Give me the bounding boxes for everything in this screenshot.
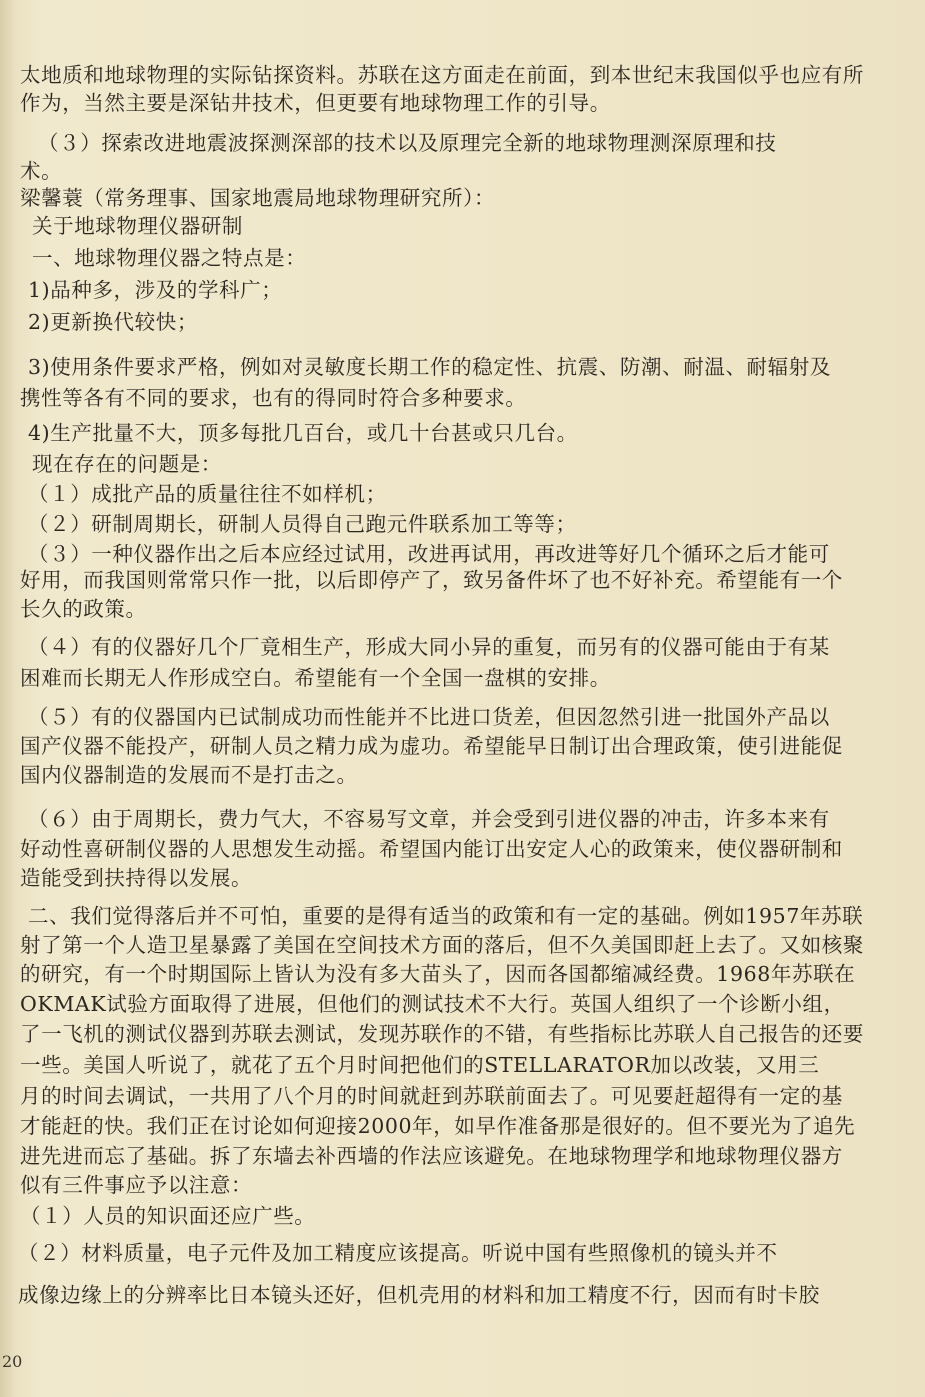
- text-line: 现在存在的问题是：: [32, 452, 222, 476]
- text-line: 了一飞机的测试仪器到苏联去测试，发现苏联作的不错，有些指标比苏联人自己报告的还要: [20, 1022, 864, 1046]
- binding-gutter: [0, 0, 14, 1397]
- section-title: 关于地球物理仪器研制: [32, 214, 243, 238]
- text-line: 二、我们觉得落后并不可怕，重要的是得有适当的政策和有一定的基础。例如1957年苏联: [28, 904, 864, 928]
- text-line: 似有三件事应予以注意：: [20, 1173, 253, 1197]
- text-line: 国内仪器制造的发展而不是打击之。: [20, 763, 358, 787]
- text-line: 4)生产批量不大，顶多每批几百台，或几十台甚或只几台。: [28, 421, 578, 445]
- text-line: 进先进而忘了基础。拆了东墙去补西墙的作法应该避免。在地球物理学和地球物理仪器方: [20, 1144, 843, 1168]
- text-line: 造能受到扶持得以发展。: [20, 866, 253, 890]
- text-line: （６）由于周期长，费力气大，不容易写文章，并会受到引进仪器的冲击，许多本来有: [28, 807, 830, 831]
- speaker-line: 梁馨蓑（常务理事、国家地震局地球物理研究所）：: [20, 186, 496, 210]
- text-line: 月的时间去调试，一共用了八个月的时间就赶到苏联前面去了。可见要赶超得有一定的基: [20, 1084, 843, 1108]
- text-line: 一、地球物理仪器之特点是：: [32, 246, 307, 270]
- text-line: （２）材料质量，电子元件及加工精度应该提高。听说中国有些照像机的镜头并不: [18, 1241, 778, 1265]
- text-line: 携性等各有不同的要求，也有的得同时符合多种要求。: [20, 386, 527, 410]
- text-line: 长久的政策。: [20, 597, 147, 621]
- text-line: 好用，而我国则常常只作一批，以后即停产了，致另备件坏了也不好补充。希望能有一个: [20, 568, 843, 592]
- text-line: 2)更新换代较快；: [28, 310, 198, 334]
- text-line: 才能赶的快。我们正在讨论如何迎接2000年，如早作准备那是很好的。但不要光为了追先: [20, 1114, 856, 1138]
- text-line: 1)品种多，涉及的学科广；: [28, 278, 283, 302]
- text-line: 国产仪器不能投产，研制人员之精力成为虚功。希望能早日制订出合理政策，使引进能促: [20, 734, 843, 758]
- text-line: OKMAK试验方面取得了进展，但他们的测试技术不大行。英国人组织了一个诊断小组，: [20, 992, 845, 1016]
- text-line: 太地质和地球物理的实际钻探资料。苏联在这方面走在前面，到本世纪末我国似乎也应有所: [20, 63, 864, 87]
- text-line: 困难而长期无人作形成空白。希望能有一个全国一盘棋的安排。: [20, 666, 611, 690]
- text-line: （４）有的仪器好几个厂竟相生产，形成大同小异的重复，而另有的仪器可能由于有某: [28, 635, 830, 659]
- text-line: （５）有的仪器国内已试制成功而性能并不比进口货差，但因忽然引进一批国外产品以: [28, 705, 830, 729]
- text-line: 的研究，有一个时期国际上皆认为没有多大苗头了，因而各国都缩减经费。1968年苏联在: [20, 962, 856, 986]
- text-line: （３）一种仪器作出之后本应经过试用，改进再试用，再改进等好几个循环之后才能可: [28, 542, 830, 566]
- text-line: （１）人员的知识面还应广些。: [20, 1204, 316, 1228]
- text-line: 一些。美国人听说了，就花了五个月时间把他们的STELLARATOR加以改装，又用三: [20, 1053, 820, 1077]
- text-line: 成像边缘上的分辨率比日本镜头还好，但机壳用的材料和加工精度不行，因而有时卡胶: [18, 1283, 820, 1307]
- text-line: 术。: [20, 159, 63, 183]
- text-line: （３）探索改进地震波探测深部的技术以及原理完全新的地球物理测深原理和技: [38, 131, 777, 155]
- text-line: 射了第一个人造卫星暴露了美国在空间技术方面的落后，但不久美国即赶上去了。又如核聚: [20, 933, 864, 957]
- text-line: 作为，当然主要是深钻井技术，但更要有地球物理工作的引导。: [20, 91, 611, 115]
- page-number: 20: [2, 1352, 23, 1371]
- text-line: 3)使用条件要求严格，例如对灵敏度长期工作的稳定性、抗震、防潮、耐温、耐辐射及: [28, 355, 831, 379]
- text-line: （２）研制周期长，研制人员得自己跑元件联系加工等等；: [28, 512, 577, 536]
- text-line: 好动性喜研制仪器的人思想发生动摇。希望国内能订出安定人心的政策来，使仪器研制和: [20, 837, 843, 861]
- text-line: （１）成批产品的质量往往不如样机；: [28, 482, 387, 506]
